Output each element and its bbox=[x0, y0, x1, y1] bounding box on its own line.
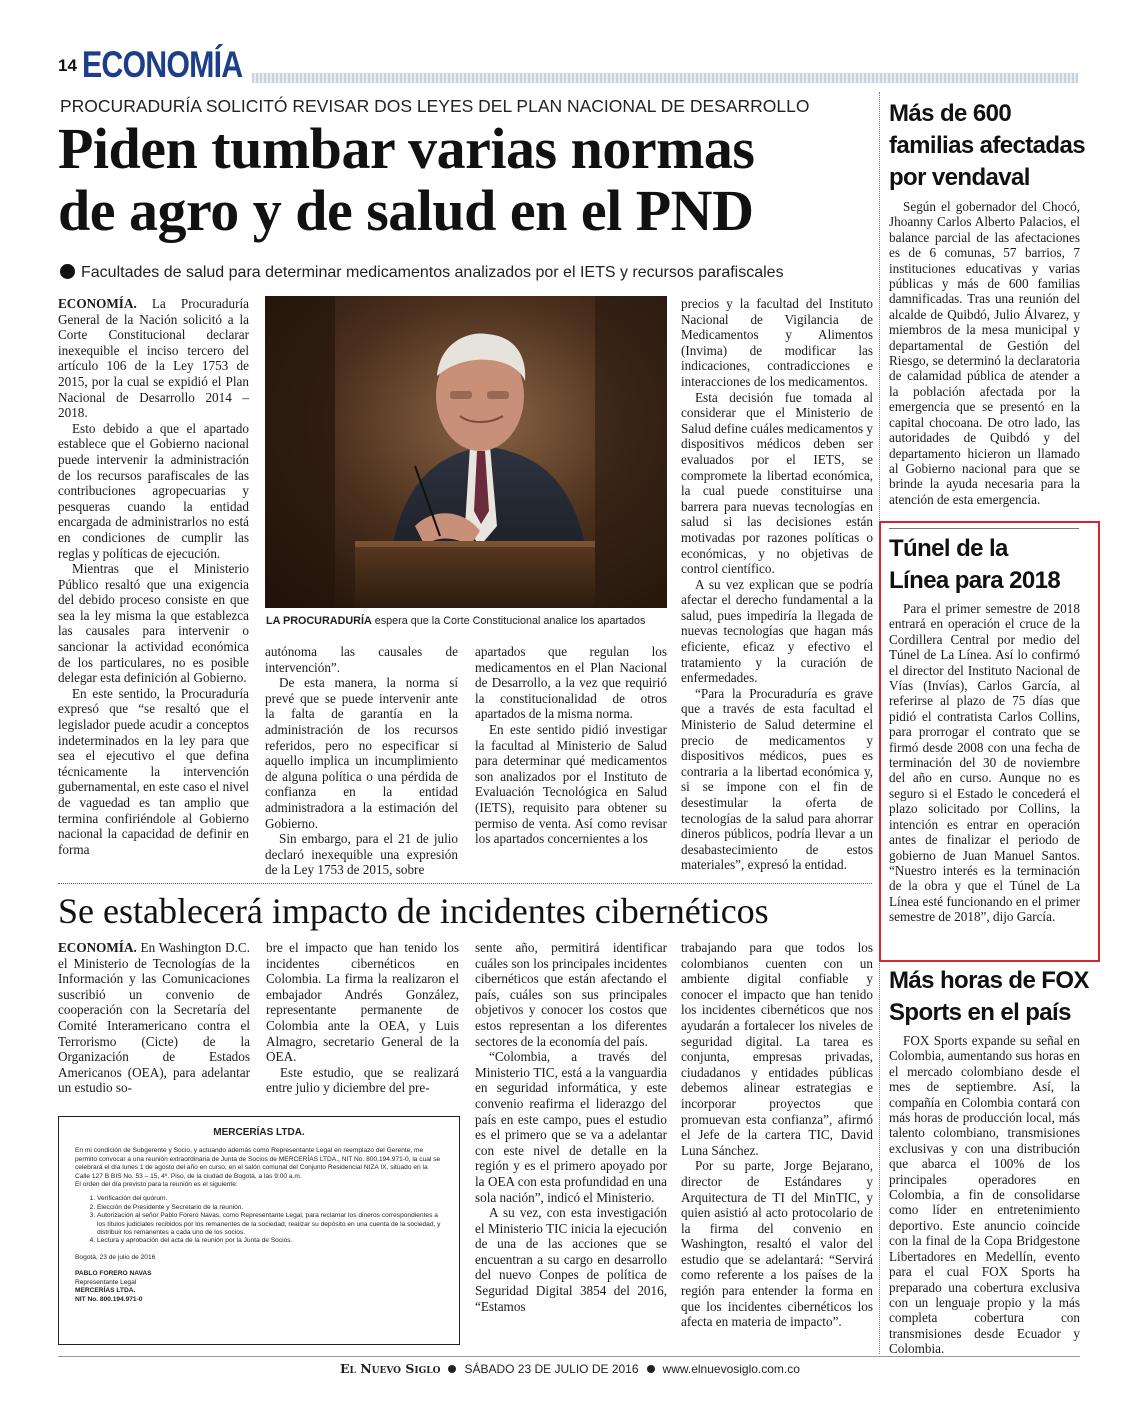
notice-agenda-intro: El orden del día previsto para la reunión es el siguiente: bbox=[75, 1181, 238, 1189]
sidebar-rule bbox=[889, 528, 1079, 529]
notice-item: 4. Lectura y aprobación del acta de la reunión por la Junta de Socios. bbox=[97, 1237, 443, 1245]
article-photo bbox=[265, 296, 667, 608]
paragraph: Este estudio, que se realizará entre julio y diciembre del pre- bbox=[266, 1064, 459, 1096]
footer-rule bbox=[58, 1356, 1080, 1357]
paragraph: FOX Sports expande su señal en Colombia, aumentando sus horas en el mercado colombiano desde el mes de septiembre. Así, la compañía en Colombia contará con más horas de producción local, más talento colombiano, transmisiones exclusivas y con una distribución que abarca el 100% de los principales operadores en Colombia, a fin de consolidarse como líder en entretenimiento deportivo. Este anuncio coincide con la final de la Copa Bridgestone Libertadores en Medellín, evento para el cual FOX Sports ha preparado una cobertura exclusiva con un lenguaje propio y la más completa cobertura con transmisiones desde Ecuador y Colombia. bbox=[889, 1033, 1080, 1357]
paragraph: bre el impacto que han tenido los incidentes cibernéticos en Colombia. La firma la realizaron el embajador Andrés González, representante permanente de Colombia ante la OEA, y Luis Almagro, secretario General de la OEA. bbox=[266, 940, 459, 1065]
paragraph: Esto debido a que el apartado establece que el Gobierno nacional puede intervenir la administración de los recursos parafiscales de las contribuciones agropecuarias y pesqueras cuando la entidad encargada de administrarlos no está en condiciones de cumplir las reglas y políticas de ejecución. bbox=[58, 420, 249, 561]
paragraph: Según el gobernador del Chocó, Jhoanny Carlos Alberto Palacios, el balance parcial de las afectaciones es de 6 comunas, 57 barrios, 7 instituciones educativas y varias públicas y más de 600 familias damnificadas. Tras una reunión del alcalde de Quibdó, Julio Álvarez, y miembros de la mesa municipal y departamental de Gestión del Riesgo, se determinó la declaratoria de calamidad pública de atender a la población afectada por la emergencia que se presentó en la capital chocoana. De otro lado, las autoridades de Quibdó y del departamento hicieron un llamado al Gobierno nacional para que se brinde la ayuda necesaria para la atención de esta emergencia. bbox=[889, 199, 1080, 507]
article1-subtitle bbox=[60, 264, 784, 282]
paragraph: Por su parte, Jorge Bejarano, director de Estándares y Arquitectura de TI del MinTIC, y quien asistió al acto protocolario de la firma del convenio en Washington, resaltó el valor del estudio que se adelantará: “Servirá como referente a los países de la región para entender la forma en que los incidentes cibernéticos los afecta en materia de impacto”. bbox=[681, 1158, 873, 1330]
article2-column-4 bbox=[681, 940, 873, 1330]
paragraph: La Procuraduría General de la Nación solicitó a la Corte Constitucional declarar inexequible el inciso tercero del artículo 106 de la Ley 1753 de 2015, por la cual se expidió el Plan Nacional de Desarrollo 2014 – 2018. bbox=[58, 296, 249, 421]
bullet-icon bbox=[60, 264, 75, 279]
paragraph: En Washington D.C. el Ministerio de Tecnologías de la Información y las Comunicaciones suscribió un convenio de cooperación con la Secretaría del Comité Interamericano contra el Terrorismo (Cicte) de la Organización de Estados Americanos (OEA), para adelantar un estudio so- bbox=[58, 940, 251, 1096]
caption-lead: LA PROCURADURÍA bbox=[266, 615, 372, 627]
lead-word: ECONOMÍA. bbox=[58, 940, 137, 955]
lead-word: ECONOMÍA. bbox=[58, 296, 137, 311]
article2-headline: Se establecerá impacto de incidentes cibernéticos bbox=[58, 891, 769, 931]
paragraph: precios y la facultad del Instituto Nacional de Vigilancia de Medicamentos y Alimentos (Invima) de modificar las indicaciones, contradicciones e interacciones de los medicamentos. bbox=[681, 296, 873, 389]
title-line: Más horas de FOX bbox=[889, 967, 1089, 994]
article1-column-1 bbox=[58, 296, 249, 857]
notice-date: Bogotá, 23 de julio de 2016 bbox=[75, 1253, 156, 1261]
title-line: por vendaval bbox=[889, 164, 1030, 191]
bullet-icon bbox=[647, 1365, 655, 1373]
sidebar-story2-body bbox=[889, 601, 1080, 925]
title-line: Más de 600 bbox=[889, 100, 1012, 127]
headline-line-1: Piden tumbar varias normas bbox=[58, 116, 755, 181]
notice-signer: PABLO FORERO NAVAS bbox=[75, 1270, 152, 1278]
masthead-logo: El Nuevo Siglo bbox=[340, 1361, 441, 1376]
paragraph: apartados que regulan los medicamentos en el Plan Nacional de Desarrollo, a la vez que requirió la constitucionalidad de otros apartados de la misma norma. bbox=[475, 644, 667, 722]
section-title: ECONOMÍA bbox=[82, 44, 243, 85]
paragraph: Mientras que el Ministerio Público resaltó que una exigencia del debido proceso consiste en que sea la ley misma la que establezca las causales para intervenir o sancionar la actividad económica de los particulares, no es posible delegar esta definición al Gobierno. bbox=[58, 561, 249, 686]
article2-column-2 bbox=[266, 940, 459, 1096]
footer bbox=[340, 1361, 800, 1377]
sidebar-story2-title bbox=[889, 533, 1060, 597]
legal-notice bbox=[58, 1116, 460, 1345]
speaker-illustration bbox=[265, 296, 667, 608]
article1-column-4 bbox=[681, 296, 873, 873]
header-band bbox=[252, 73, 1078, 83]
paragraph: A su vez explican que se podría afectar el derecho fundamental a la salud, pues impediría la llegada de nuevas tecnologías que hagan más eficiente, eficaz y efectivo el tratamiento y la curación de enfermedades. bbox=[681, 576, 873, 686]
notice-intro: En mi condición de Subgerente y Socio, y actuando además como Representante Legal en reemplazo del Gerente, me permito convocar a una reunión extraordinaria de Junta de Socios de MERCERÍAS LTDA., NIT No. 800.194.971-0, la cual se celebrará el día lunes 1 de agosto del año en curso, en el salón comunal del Conjunto Residencial NIZA IX, situado en la Calle 127 B BIS No. 53 – 15, 4º. Piso, de la ciudad de Bogotá, a las 9:00 a.m. bbox=[75, 1147, 441, 1180]
article1-headline bbox=[58, 118, 754, 242]
notice-title: MERCERÍAS LTDA. bbox=[213, 1127, 305, 1138]
paragraph: Esta decisión fue tomada al considerar que el Ministerio de Salud define cuáles medicamentos y dispositivos médicos deben ser evaluados por el IETS, se compromete la libertad económica, la cual puede constituirse una barrera para nuevas tecnologías en salud si las decisiones están motivadas por razones políticas o económicas, y no objetivas de control científico. bbox=[681, 389, 873, 577]
subtitle-text: Facultades de salud para determinar medicamentos analizados por el IETS y recursos parafiscales bbox=[81, 264, 784, 281]
page-number: 14 bbox=[58, 56, 77, 75]
article2-column-3 bbox=[475, 940, 667, 1314]
notice-item: 2. Elección de Presidente y Secretario de la reunión. bbox=[97, 1204, 443, 1212]
paragraph: A su vez, con esta investigación el Ministerio TIC inicia la ejecución de una de las acciones que se encuentran a su cargo en desarrollo del nuevo Conpes de política de Seguridad Digital 3854 del 2016, “Estamos bbox=[475, 1205, 667, 1314]
sidebar-story3-title bbox=[889, 965, 1089, 1029]
paragraph: En este sentido pidió investigar la facultad al Ministerio de Salud para determinar qué medicamentos son analizados por el Instituto de Evaluación Tecnológica en Salud (IETS), requisito para obtener su permiso de venta. Así como revisar los apartados concernientes a los bbox=[475, 721, 667, 847]
photo-caption bbox=[266, 615, 668, 627]
paragraph: trabajando para que todos los colombianos cuenten con un ambiente digital confiable y conocer el impacto que han tenido los incidentes cibernéticos que nos ayudarán a fortalecer los niveles de seguridad digital. La tarea es conjunta, empresas privadas, ciudadanos y entidades públicas debemos alinear estrategias e incorporar proyectos que promuevan esta confianza”, afirmó el Jefe de la cartera TIC, David Luna Sánchez. bbox=[681, 940, 873, 1158]
paragraph: “Colombia, a través del Ministerio TIC, está a la vanguardia en seguridad informática, y este convenio reafirma el liderazgo del país en este campo, pues el estudio es el primero que se va a adelantar con este nivel de detalle en la región y es el primero apoyado por la OEA con esta profundidad en una sola nación”, indicó el Ministerio. bbox=[475, 1049, 667, 1205]
headline-line-2: de agro y de salud en el PND bbox=[58, 178, 754, 243]
article1-kicker: PROCURADURÍA SOLICITÓ REVISAR DOS LEYES DEL PLAN NACIONAL DE DESARROLLO bbox=[60, 96, 810, 116]
notice-item: 3. Autorización al señor Pablo Forero Navas, como Representante Legal, para reclamar los dineros correspondientes a los títulos judiciales recibidos por los remanentes de la sociedad, realizar su depósito en una cuenta de la sociedad, y distribuir los remanentes a cada uno de los socios. bbox=[97, 1212, 443, 1237]
paragraph: De esta manera, la norma sí prevé que se puede intervenir ante la falta de garantía en la administración de los recursos referidos, pero no especificar si aquello implica un incumplimiento de alguna política o una pérdida de confianza en la entidad administradora a la estimación del Gobierno. bbox=[265, 675, 458, 831]
paragraph: sente año, permitirá identificar cuáles son los principales incidentes cibernéticos que están afectando el país, cuáles son sus principales objetivos y conocer los costos que estos representan a los diferentes sectores de la economía del país. bbox=[475, 940, 667, 1049]
sidebar-story3-body bbox=[889, 1033, 1080, 1357]
footer-date: SÁBADO 23 DE JULIO DE 2016 bbox=[464, 1362, 639, 1376]
title-line: Túnel de la bbox=[889, 535, 1008, 562]
notice-signer-role: Representante Legal bbox=[75, 1278, 137, 1286]
notice-signer-nit: NIT No. 800.194.971-0 bbox=[75, 1295, 143, 1303]
title-line: Línea para 2018 bbox=[889, 567, 1061, 594]
title-line: familias afectadas bbox=[889, 132, 1085, 159]
paragraph: autónoma las causales de intervención”. bbox=[265, 644, 458, 675]
notice-signer-company: MERCERÍAS LTDA. bbox=[75, 1287, 136, 1295]
bullet-icon bbox=[448, 1365, 456, 1373]
notice-item: 1. Verificación del quórum. bbox=[97, 1195, 443, 1203]
caption-text: espera que la Corte Constitucional analice los apartados bbox=[374, 615, 646, 627]
footer-url: www.elnuevosiglo.com.co bbox=[662, 1362, 800, 1376]
paragraph: “Para la Procuraduría es grave que a través de esta facultad el Ministerio de Salud determine el precio de medicamentos y dispositivos médicos, pues es contraria a la libertad económica y, si se impone con el fin de desestimular la oferta de tecnologías de la salud para ahorrar dineros públicos, podría llevar a un desabastecimiento de estos materiales”, expresó la entidad. bbox=[681, 685, 873, 873]
sidebar-story1-title bbox=[889, 98, 1085, 194]
article2-column-1 bbox=[58, 940, 250, 1096]
article-divider bbox=[58, 883, 872, 884]
article1-column-3 bbox=[475, 644, 667, 847]
title-line: Sports en el país bbox=[889, 999, 1071, 1026]
paragraph: En este sentido, la Procuraduría expresó que “se resaltó que el legislador puede acudir a conceptos indeterminados en la ley para que sea el ejecutivo el que defina técnicamente la intervención gubernamental, en este caso el nivel de vaguedad es tan amplio que termina confiriéndole al Gobierno nacional la capacidad de definir en forma bbox=[58, 685, 249, 857]
paragraph: Para el primer semestre de 2018 entrará en operación el cruce de la Cordillera Central por medio del Túnel de La Línea. Así lo confirmó el director del Instituto Nacional de Vías (Invías), Carlos García, al referirse al plazo de 75 días que pidió el contratista Carlos Collins, para prorrogar el contrato que se firmó desde 2008 con una fecha de terminación del 30 de noviembre del año en curso. Aunque no es seguro si el Estado le concederá el plazo solicitado por Collins, la intención es entrar en operación antes de finalizar el periodo de gobierno de Juan Manuel Santos. “Nuestro interés es la terminación de la obra y que el Túnel de La Línea esté funcionando en el primer semestre de 2018”, dijo García. bbox=[889, 601, 1080, 925]
paragraph: Sin embargo, para el 21 de julio declaró inexequible una expresión de la Ley 1753 de 2015, sobre bbox=[265, 831, 458, 878]
article1-column-2 bbox=[265, 644, 458, 878]
sidebar-story1-body bbox=[889, 199, 1080, 507]
